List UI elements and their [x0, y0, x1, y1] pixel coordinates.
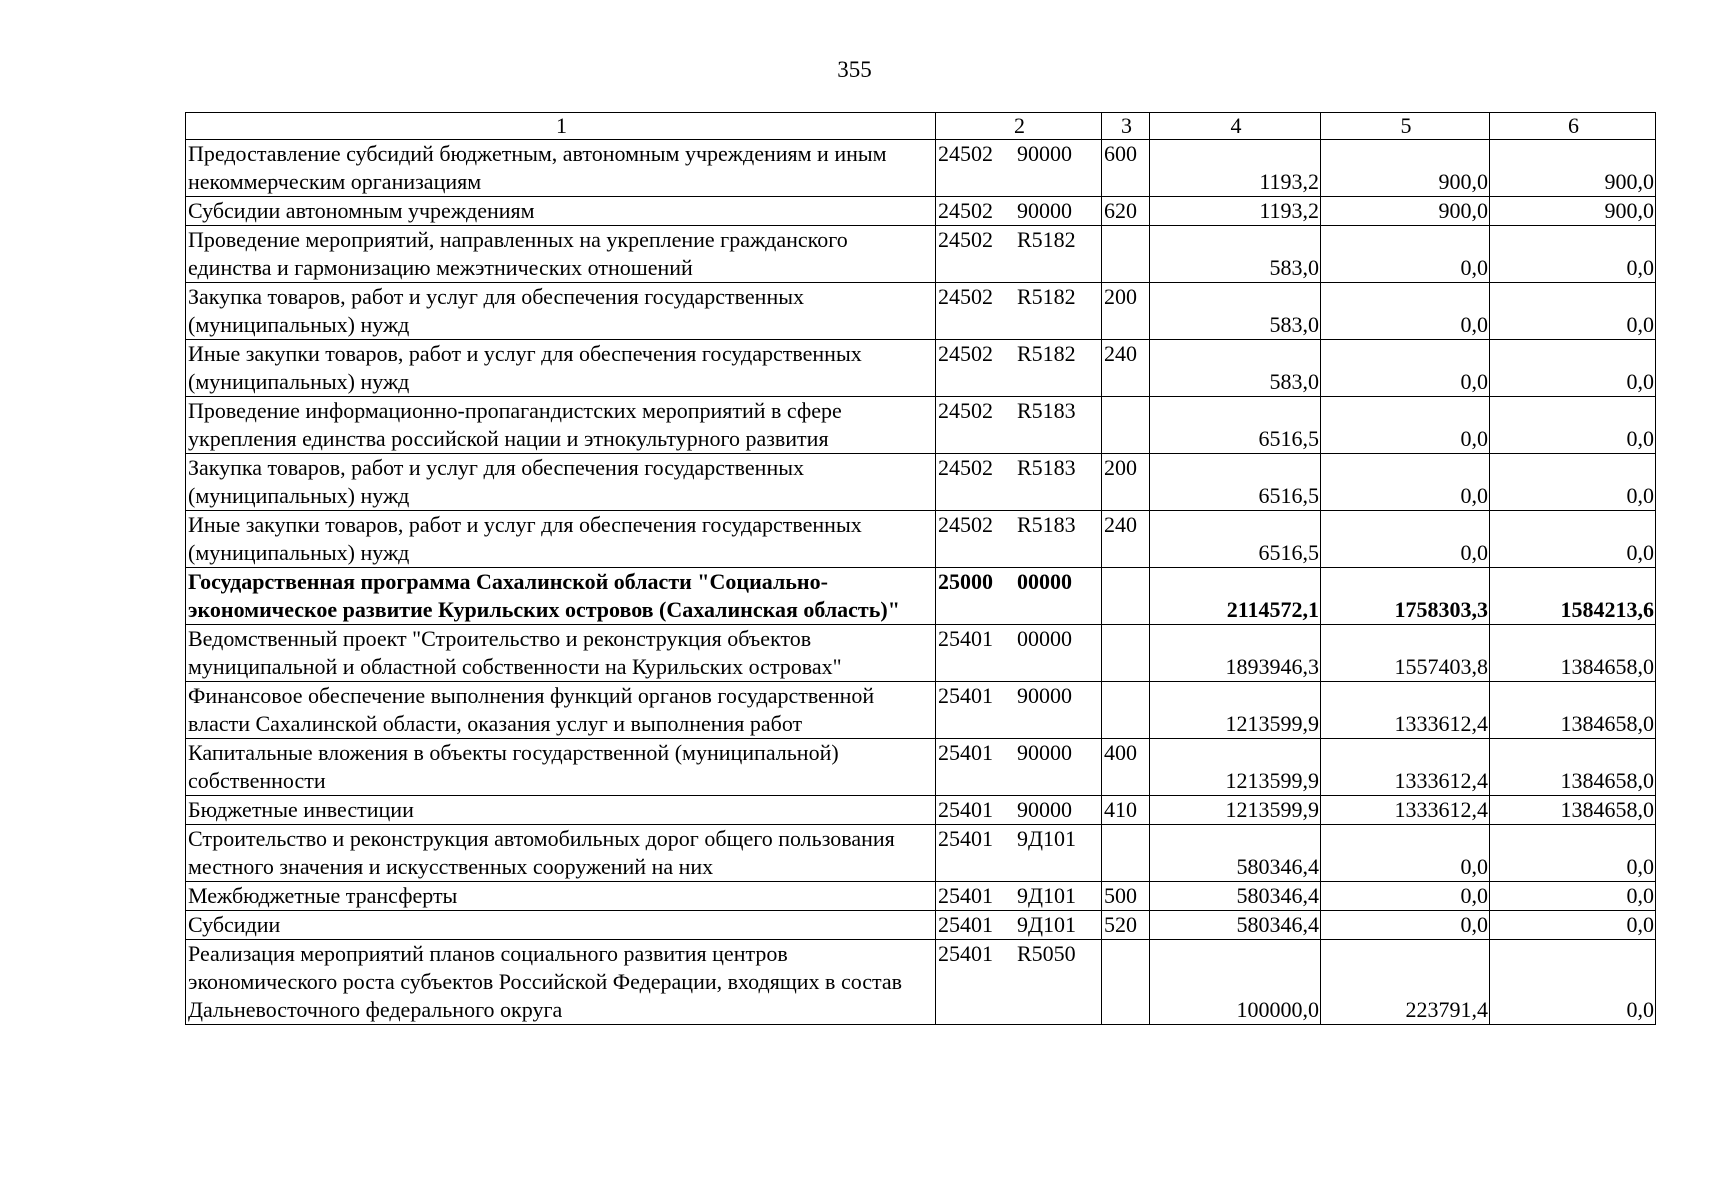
table-row [186, 739, 1656, 796]
row-value-col6: 1384658,0 [1490, 682, 1656, 739]
row-code-part1: 25401 [938, 883, 993, 908]
row-code-part1: 25401 [938, 797, 993, 822]
row-value-col6: 0,0 [1490, 940, 1656, 1025]
row-expense-type: 600 [1102, 140, 1150, 197]
row-name: Бюджетные инвестиции [186, 796, 936, 825]
table-row [186, 568, 1656, 625]
row-program-code [936, 682, 1102, 739]
column-header-1: 1 [186, 113, 936, 140]
row-code-part2: R5182 [1017, 284, 1076, 309]
row-name: Государственная программа Сахалинской области "Социально-экономическое развитие Курильских островов (Сахалинская область)" [186, 568, 936, 625]
row-code-part1: 24502 [938, 455, 993, 480]
row-value-col4: 1193,2 [1150, 140, 1321, 197]
row-program-code [936, 796, 1102, 825]
row-value-col5: 223791,4 [1321, 940, 1490, 1025]
row-program-code [936, 226, 1102, 283]
row-value-col6: 0,0 [1490, 226, 1656, 283]
row-program-code [936, 340, 1102, 397]
row-program-code [936, 454, 1102, 511]
row-value-col4: 6516,5 [1150, 397, 1321, 454]
row-value-col4: 580346,4 [1150, 911, 1321, 940]
table-body [186, 113, 1656, 1025]
row-value-col5: 0,0 [1321, 911, 1490, 940]
table-row [186, 625, 1656, 682]
row-value-col4: 6516,5 [1150, 511, 1321, 568]
table-row [186, 796, 1656, 825]
row-value-col6: 0,0 [1490, 911, 1656, 940]
row-code-part2: 90000 [1017, 797, 1072, 822]
budget-table [185, 112, 1656, 1025]
row-code-part2: R5050 [1017, 941, 1076, 966]
table-row [186, 825, 1656, 882]
row-program-code [936, 283, 1102, 340]
row-code-part2: R5183 [1017, 398, 1076, 423]
row-code-part1: 24502 [938, 512, 993, 537]
row-value-col5: 0,0 [1321, 454, 1490, 511]
table-row [186, 340, 1656, 397]
table-row [186, 882, 1656, 911]
row-value-col6: 900,0 [1490, 197, 1656, 226]
row-value-col4: 100000,0 [1150, 940, 1321, 1025]
row-value-col6: 0,0 [1490, 511, 1656, 568]
row-name: Финансовое обеспечение выполнения функций органов государственной власти Сахалинской области, оказания услуг и выполнения работ [186, 682, 936, 739]
row-expense-type: 520 [1102, 911, 1150, 940]
row-program-code [936, 825, 1102, 882]
row-code-part1: 24502 [938, 341, 993, 366]
table-row [186, 682, 1656, 739]
row-value-col6: 0,0 [1490, 283, 1656, 340]
row-value-col4: 1213599,9 [1150, 739, 1321, 796]
table-row [186, 140, 1656, 197]
row-code-part2: R5183 [1017, 455, 1076, 480]
row-code-part1: 25401 [938, 826, 993, 851]
row-value-col6: 1384658,0 [1490, 796, 1656, 825]
row-code-part1: 25401 [938, 683, 993, 708]
row-expense-type: 200 [1102, 283, 1150, 340]
column-header-2: 2 [936, 113, 1102, 140]
row-value-col5: 1557403,8 [1321, 625, 1490, 682]
row-value-col5: 900,0 [1321, 140, 1490, 197]
column-header-5: 5 [1321, 113, 1490, 140]
row-value-col4: 583,0 [1150, 226, 1321, 283]
row-name: Закупка товаров, работ и услуг для обеспечения государственных (муниципальных) нужд [186, 454, 936, 511]
row-value-col5: 1333612,4 [1321, 739, 1490, 796]
row-value-col6: 0,0 [1490, 340, 1656, 397]
row-value-col6: 0,0 [1490, 397, 1656, 454]
row-code-part2: 9Д101 [1017, 912, 1077, 937]
row-program-code [936, 625, 1102, 682]
row-code-part2: 90000 [1017, 198, 1072, 223]
row-code-part1: 24502 [938, 398, 993, 423]
row-value-col4: 583,0 [1150, 340, 1321, 397]
row-value-col4: 6516,5 [1150, 454, 1321, 511]
row-value-col5: 1333612,4 [1321, 682, 1490, 739]
row-value-col5: 0,0 [1321, 511, 1490, 568]
row-code-part1: 25401 [938, 626, 993, 651]
row-code-part1: 24502 [938, 284, 993, 309]
row-name: Строительство и реконструкция автомобильных дорог общего пользования местного значения и искусственных сооружений на них [186, 825, 936, 882]
row-code-part2: R5182 [1017, 227, 1076, 252]
row-program-code [936, 197, 1102, 226]
row-name: Субсидии автономным учреждениям [186, 197, 936, 226]
row-code-part2: 9Д101 [1017, 883, 1077, 908]
row-name: Предоставление субсидий бюджетным, автономным учреждениям и иным некоммерческим организациям [186, 140, 936, 197]
row-value-col5: 1758303,3 [1321, 568, 1490, 625]
row-code-part2: R5182 [1017, 341, 1076, 366]
row-value-col5: 0,0 [1321, 397, 1490, 454]
row-code-part1: 25401 [938, 740, 993, 765]
row-program-code [936, 911, 1102, 940]
column-header-3: 3 [1102, 113, 1150, 140]
column-header-4: 4 [1150, 113, 1321, 140]
row-expense-type [1102, 682, 1150, 739]
row-value-col4: 583,0 [1150, 283, 1321, 340]
row-code-part2: 00000 [1017, 626, 1072, 651]
row-name: Межбюджетные трансферты [186, 882, 936, 911]
row-value-col6: 1584213,6 [1490, 568, 1656, 625]
table-row [186, 226, 1656, 283]
row-value-col6: 0,0 [1490, 825, 1656, 882]
row-program-code [936, 140, 1102, 197]
row-expense-type: 410 [1102, 796, 1150, 825]
row-expense-type: 240 [1102, 511, 1150, 568]
row-expense-type [1102, 940, 1150, 1025]
row-code-part1: 24502 [938, 198, 993, 223]
row-expense-type [1102, 226, 1150, 283]
row-code-part1: 25000 [938, 569, 993, 594]
row-code-part2: 9Д101 [1017, 826, 1077, 851]
row-name: Субсидии [186, 911, 936, 940]
row-value-col5: 0,0 [1321, 283, 1490, 340]
row-value-col4: 1893946,3 [1150, 625, 1321, 682]
row-value-col6: 0,0 [1490, 454, 1656, 511]
row-code-part1: 24502 [938, 141, 993, 166]
row-code-part2: R5183 [1017, 512, 1076, 537]
row-value-col6: 1384658,0 [1490, 625, 1656, 682]
row-expense-type: 500 [1102, 882, 1150, 911]
page-number: 355 [837, 57, 872, 82]
row-program-code [936, 940, 1102, 1025]
row-program-code [936, 397, 1102, 454]
row-expense-type [1102, 397, 1150, 454]
row-value-col4: 2114572,1 [1150, 568, 1321, 625]
header-row [186, 113, 1656, 140]
row-value-col5: 0,0 [1321, 825, 1490, 882]
row-code-part1: 24502 [938, 227, 993, 252]
row-program-code [936, 739, 1102, 796]
row-name: Проведение мероприятий, направленных на укрепление гражданского единства и гармонизацию межэтнических отношений [186, 226, 936, 283]
row-expense-type [1102, 625, 1150, 682]
row-value-col4: 1213599,9 [1150, 796, 1321, 825]
row-name: Ведомственный проект "Строительство и реконструкция объектов муниципальной и областной собственности на Курильских островах" [186, 625, 936, 682]
row-value-col5: 0,0 [1321, 226, 1490, 283]
row-code-part1: 25401 [938, 912, 993, 937]
row-code-part1: 25401 [938, 941, 993, 966]
row-code-part2: 90000 [1017, 683, 1072, 708]
row-expense-type: 200 [1102, 454, 1150, 511]
table-row [186, 511, 1656, 568]
row-expense-type: 240 [1102, 340, 1150, 397]
row-name: Проведение информационно-пропагандистских мероприятий в сфере укрепления единства российской нации и этнокультурного развития [186, 397, 936, 454]
column-header-6: 6 [1490, 113, 1656, 140]
row-value-col4: 1213599,9 [1150, 682, 1321, 739]
row-code-part2: 90000 [1017, 740, 1072, 765]
row-name: Закупка товаров, работ и услуг для обеспечения государственных (муниципальных) нужд [186, 283, 936, 340]
row-value-col6: 900,0 [1490, 140, 1656, 197]
table-row [186, 397, 1656, 454]
row-value-col4: 580346,4 [1150, 882, 1321, 911]
row-value-col6: 1384658,0 [1490, 739, 1656, 796]
row-expense-type: 400 [1102, 739, 1150, 796]
row-value-col4: 1193,2 [1150, 197, 1321, 226]
row-name: Иные закупки товаров, работ и услуг для обеспечения государственных (муниципальных) нужд [186, 340, 936, 397]
row-code-part2: 00000 [1017, 569, 1072, 594]
row-name: Реализация мероприятий планов социального развития центров экономического роста субъектов Российской Федерации, входящих в состав Дальневосточного федерального округа [186, 940, 936, 1025]
table-row [186, 283, 1656, 340]
row-value-col5: 0,0 [1321, 882, 1490, 911]
row-value-col6: 0,0 [1490, 882, 1656, 911]
row-expense-type: 620 [1102, 197, 1150, 226]
row-value-col5: 900,0 [1321, 197, 1490, 226]
table-row [186, 454, 1656, 511]
row-expense-type [1102, 825, 1150, 882]
row-expense-type [1102, 568, 1150, 625]
row-value-col5: 1333612,4 [1321, 796, 1490, 825]
table-row [186, 911, 1656, 940]
table-row [186, 940, 1656, 1025]
row-value-col5: 0,0 [1321, 340, 1490, 397]
row-name: Капитальные вложения в объекты государственной (муниципальной) собственности [186, 739, 936, 796]
row-program-code [936, 882, 1102, 911]
row-program-code [936, 568, 1102, 625]
table-row [186, 197, 1656, 226]
row-program-code [936, 511, 1102, 568]
row-value-col4: 580346,4 [1150, 825, 1321, 882]
row-name: Иные закупки товаров, работ и услуг для обеспечения государственных (муниципальных) нужд [186, 511, 936, 568]
row-code-part2: 90000 [1017, 141, 1072, 166]
